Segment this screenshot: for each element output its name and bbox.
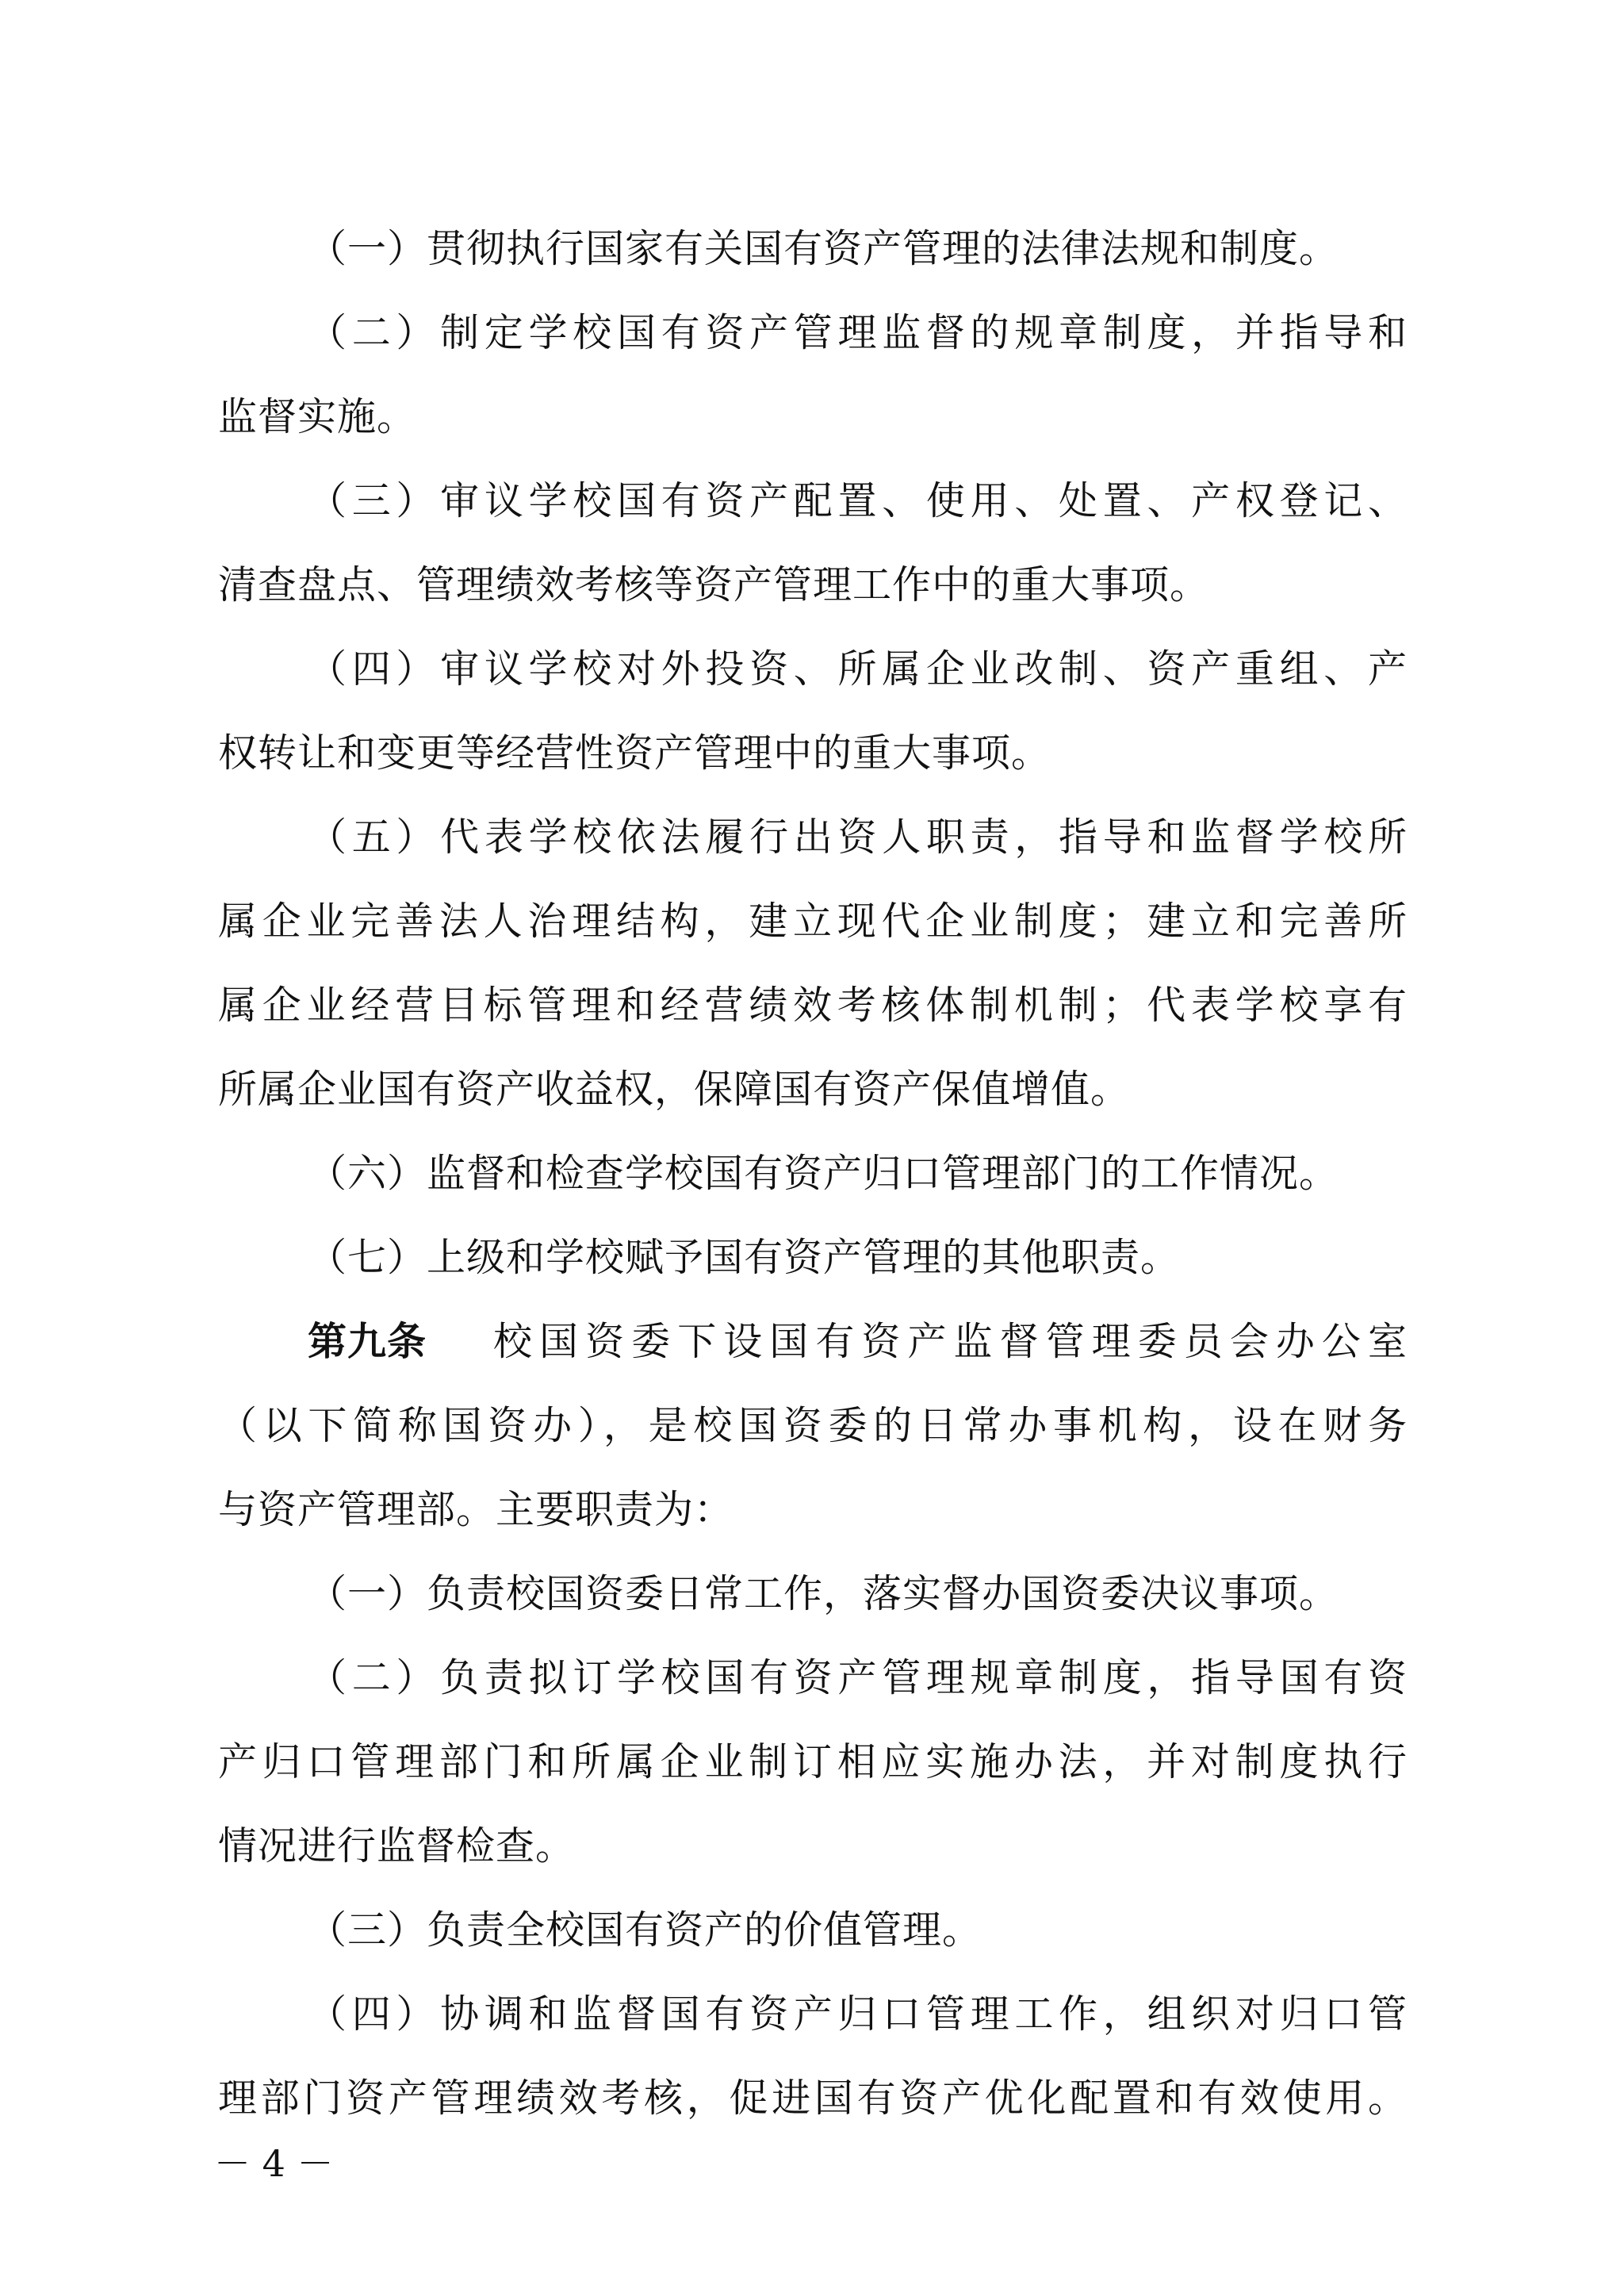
item-3-line-2: 清查盘点、管理绩效考核等资产管理工作中的重大事项。 <box>218 562 1210 608</box>
item-7-line-1: （七）上级和学校赋予国有资产管理的其他职责。 <box>308 1235 1181 1280</box>
item-5-line-3: 属企业经营目标管理和经营绩效考核体制机制；代表学校享有 <box>218 983 1408 1028</box>
article-9-line-1: 校国资委下设国有资产监督管理委员会办公室 <box>493 1319 1408 1364</box>
duty-3-line-1: （三）负责全校国有资产的价值管理。 <box>308 1907 982 1953</box>
duty-4-line-2: 理部门资产管理绩效考核，促进国有资产优化配置和有效使用。 <box>218 2076 1408 2121</box>
item-5-line-2: 属企业完善法人治理结构，建立现代企业制度；建立和完善所 <box>218 899 1408 944</box>
item-5-line-1: （五）代表学校依法履行出资人职责，指导和监督学校所 <box>308 815 1408 860</box>
page-number: － 4 － <box>214 2142 334 2185</box>
item-4-line-1: （四）审议学校对外投资、所属企业改制、资产重组、产 <box>308 646 1408 692</box>
item-2-line-1: （二）制定学校国有资产管理监督的规章制度，并指导和 <box>308 310 1408 355</box>
item-2-line-2: 监督实施。 <box>218 394 417 439</box>
item-1-line-1: （一）贯彻执行国家有关国有资产管理的法律法规和制度。 <box>308 226 1339 271</box>
duty-4-line-1: （四）协调和监督国有资产归口管理工作，组织对归口管 <box>308 1991 1408 2037</box>
duty-1-line-1: （一）负责校国资委日常工作，落实督办国资委决议事项。 <box>308 1571 1339 1616</box>
duty-2-line-1: （二）负责拟订学校国有资产管理规章制度，指导国有资 <box>308 1655 1408 1700</box>
article-9-heading: 第九条 <box>308 1319 427 1364</box>
article-9-line-2: （以下简称国资办），是校国资委的日常办事机构，设在财务 <box>218 1403 1408 1448</box>
item-3-line-1: （三）审议学校国有资产配置、使用、处置、产权登记、 <box>308 478 1408 523</box>
duty-2-line-2: 产归口管理部门和所属企业制订相应实施办法，并对制度执行 <box>218 1739 1408 1784</box>
item-5-line-4: 所属企业国有资产收益权，保障国有资产保值增值。 <box>218 1067 1131 1112</box>
duty-2-line-3: 情况进行监督检查。 <box>218 1823 576 1869</box>
item-6-line-1: （六）监督和检查学校国有资产归口管理部门的工作情况。 <box>308 1151 1339 1196</box>
article-9-line-3: 与资产管理部。主要职责为： <box>218 1487 734 1532</box>
item-4-line-2: 权转让和变更等经营性资产管理中的重大事项。 <box>218 730 1051 776</box>
